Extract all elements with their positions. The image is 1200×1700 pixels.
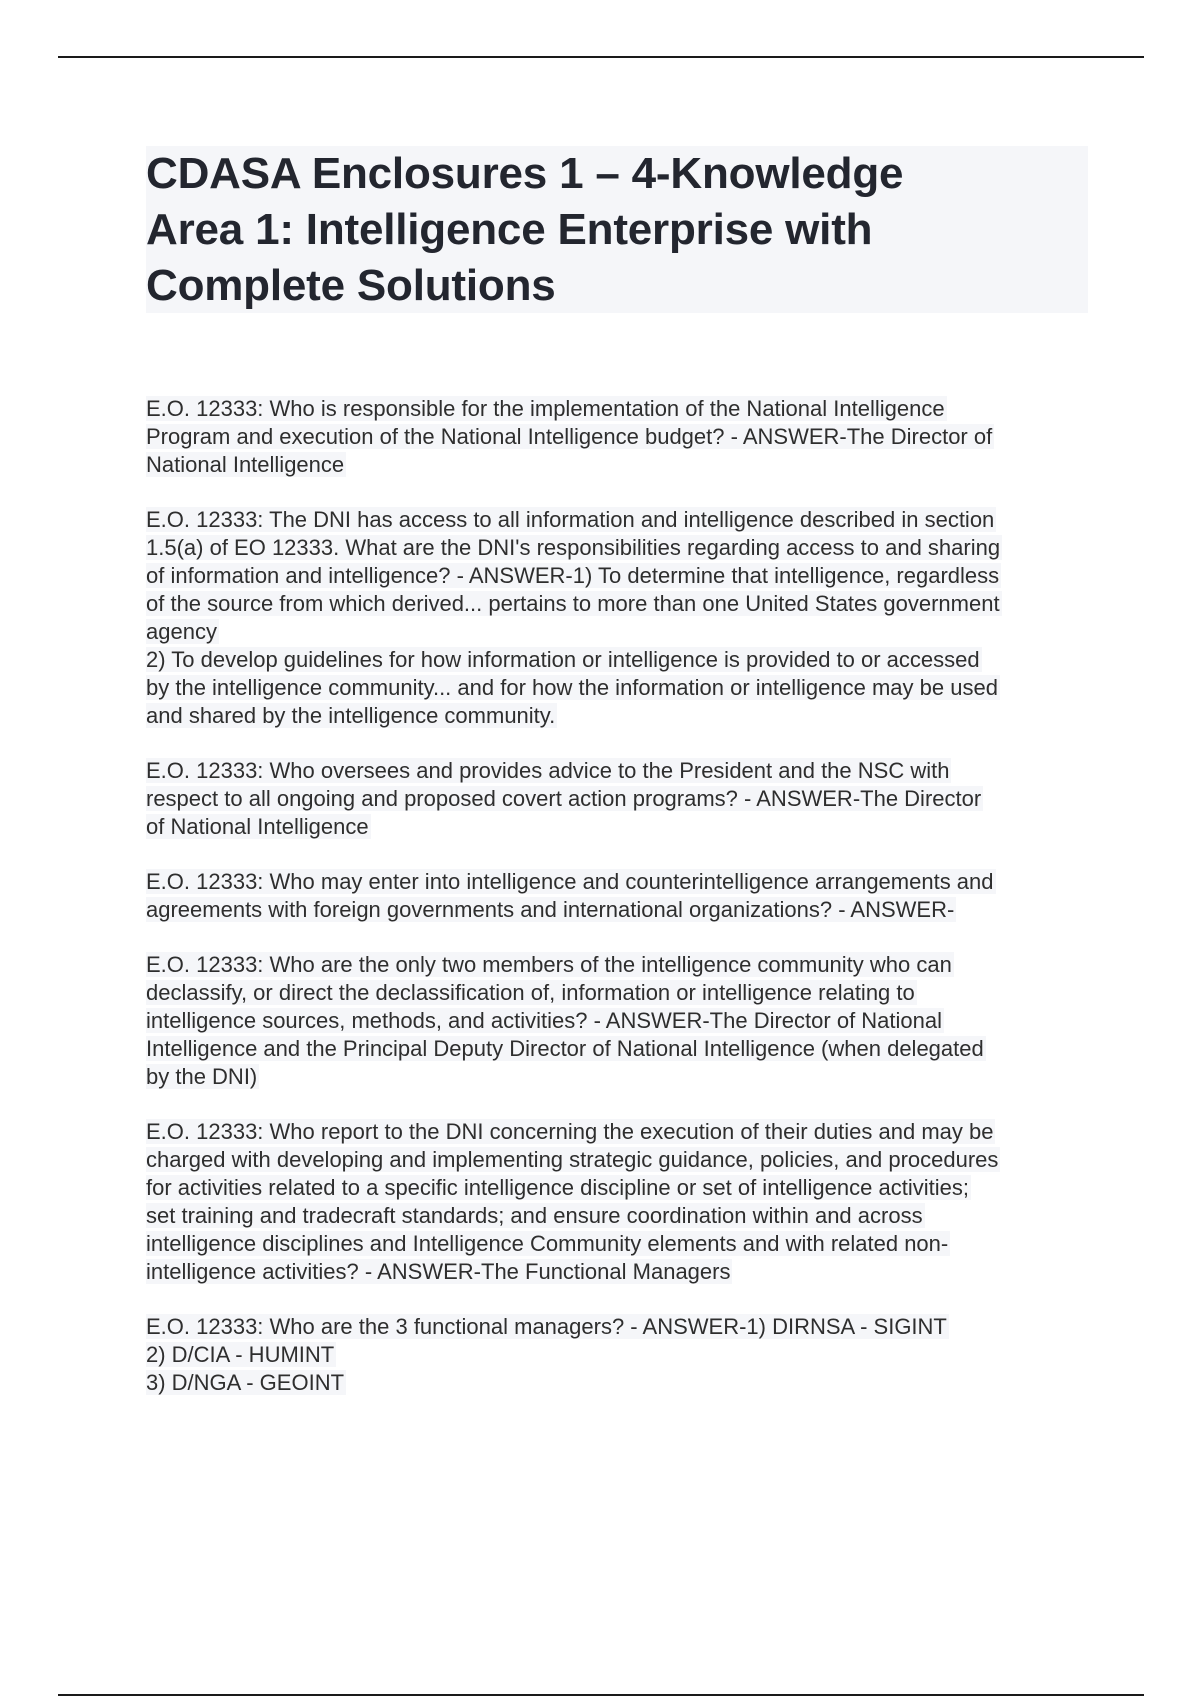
qa-line: 1.5(a) of EO 12333. What are the DNI's responsibilities regarding access to and sharing [146, 535, 1001, 560]
qa-item-4 [146, 868, 1096, 924]
qa-line: charged with developing and implementing strategic guidance, policies, and procedures [146, 1147, 999, 1172]
qa-item-1 [146, 395, 1096, 479]
qa-line: agency [146, 619, 217, 644]
document-title [146, 146, 1088, 314]
qa-line: by the intelligence community... and for how the information or intelligence may be used [146, 675, 998, 700]
qa-line: E.O. 12333: Who are the 3 functional managers? - ANSWER-1) DIRNSA - SIGINT [146, 1314, 947, 1339]
qa-line: of National Intelligence [146, 814, 369, 839]
qa-line: E.O. 12333: Who may enter into intelligence and counterintelligence arrangements and [146, 869, 994, 894]
title-line: CDASA Enclosures 1 – 4-Knowledge [146, 149, 904, 198]
qa-line: set training and tradecraft standards; and ensure coordination within and across [146, 1203, 923, 1228]
bottom-divider [58, 1694, 1144, 1696]
qa-item-7 [146, 1313, 1096, 1397]
qa-line: respect to all ongoing and proposed covert action programs? - ANSWER-The Director [146, 786, 982, 811]
qa-line: intelligence activities? - ANSWER-The Functional Managers [146, 1259, 731, 1284]
qa-line: E.O. 12333: Who are the only two members of the intelligence community who can [146, 952, 952, 977]
qa-line: 2) D/CIA - HUMINT [146, 1342, 335, 1367]
qa-line: intelligence disciplines and Intelligence Community elements and with related non- [146, 1231, 949, 1256]
qa-item-2 [146, 506, 1096, 730]
qa-list [146, 395, 1096, 1424]
title-line: Complete Solutions [146, 261, 556, 310]
top-divider [58, 56, 1144, 58]
qa-item-6 [146, 1118, 1096, 1286]
qa-line: intelligence sources, methods, and activities? - ANSWER-The Director of National [146, 1008, 943, 1033]
qa-line: 3) D/NGA - GEOINT [146, 1370, 345, 1395]
qa-line: by the DNI) [146, 1064, 258, 1089]
qa-line: E.O. 12333: The DNI has access to all information and intelligence described in section [146, 507, 995, 532]
qa-line: E.O. 12333: Who is responsible for the implementation of the National Intelligence [146, 396, 945, 421]
qa-line: of information and intelligence? - ANSWER-1) To determine that intelligence, regardless [146, 563, 1000, 588]
qa-line: agreements with foreign governments and international organizations? - ANSWER- [146, 897, 955, 922]
qa-line: Intelligence and the Principal Deputy Director of National Intelligence (when delegated [146, 1036, 984, 1061]
qa-item-5 [146, 951, 1096, 1091]
qa-line: of the source from which derived... pertains to more than one United States government [146, 591, 1000, 616]
title-line: Area 1: Intelligence Enterprise with [146, 205, 873, 254]
qa-line: National Intelligence [146, 452, 345, 477]
title-block [146, 146, 1088, 313]
qa-line: E.O. 12333: Who report to the DNI concerning the execution of their duties and may be [146, 1119, 994, 1144]
qa-line: 2) To develop guidelines for how information or intelligence is provided to or accessed [146, 647, 980, 672]
qa-line: Program and execution of the National Intelligence budget? - ANSWER-The Director of [146, 424, 993, 449]
qa-line: declassify, or direct the declassification of, information or intelligence relating to [146, 980, 915, 1005]
qa-line: and shared by the intelligence community. [146, 703, 556, 728]
qa-line: for activities related to a specific intelligence discipline or set of intelligence activities; [146, 1175, 969, 1200]
qa-line: E.O. 12333: Who oversees and provides advice to the President and the NSC with [146, 758, 950, 783]
qa-item-3 [146, 757, 1096, 841]
